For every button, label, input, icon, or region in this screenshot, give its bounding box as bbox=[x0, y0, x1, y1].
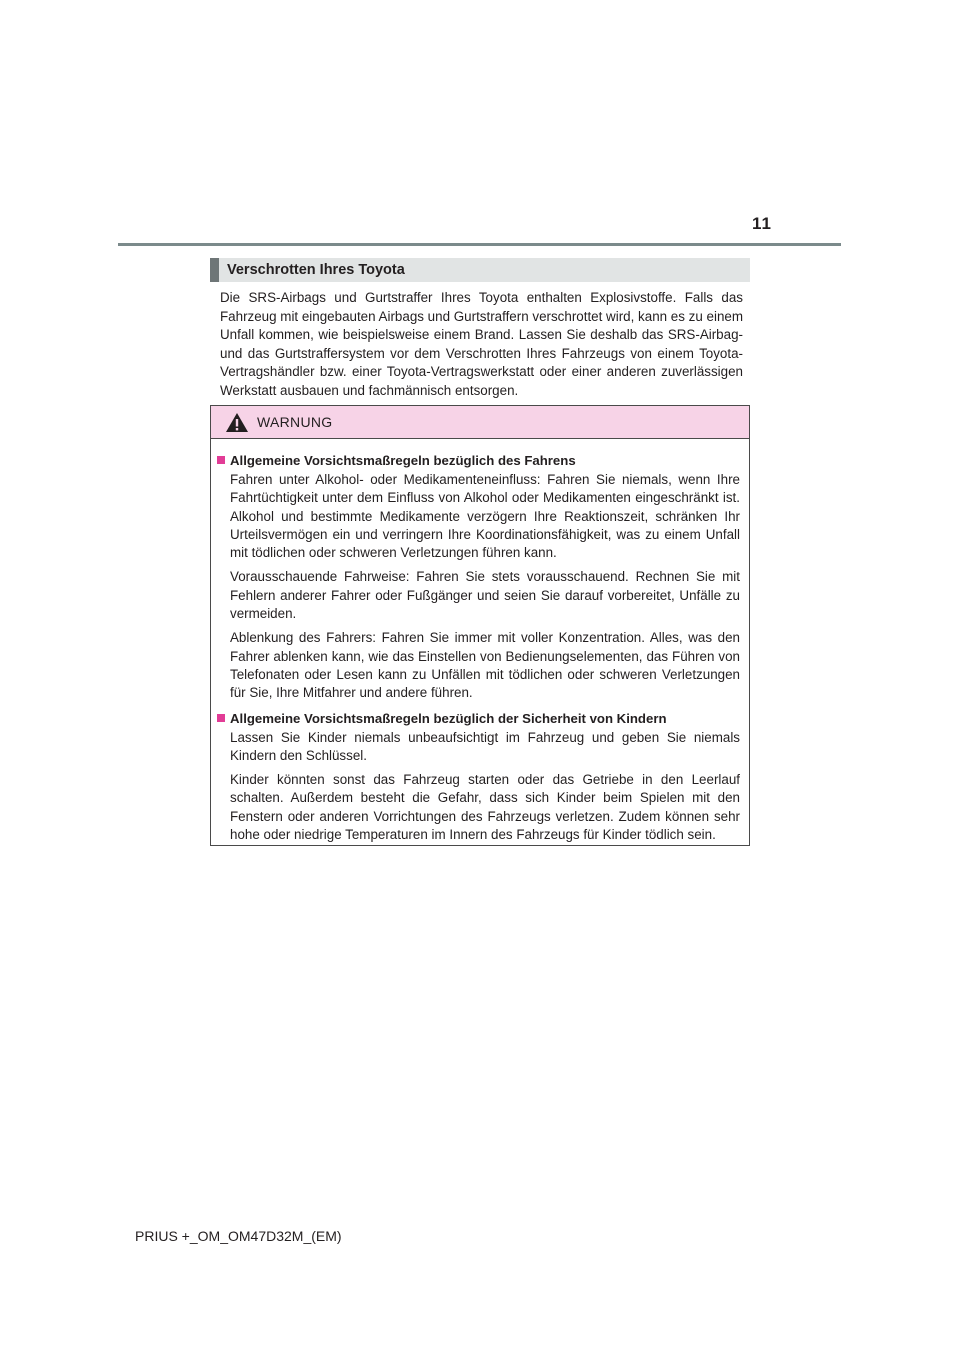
warning-body bbox=[211, 439, 749, 844]
warning-paragraph: Lassen Sie Kinder niemals unbeaufsichtigt im Fahrzeug und geben Sie niemals Kindern den Schlüssel. bbox=[230, 729, 740, 763]
bullet-square-icon bbox=[217, 714, 225, 722]
warning-paragraph: Kinder könnten sonst das Fahrzeug starten oder das Getriebe in den Leerlauf schalten. Außerdem besteht die Gefahr, dass sich Kinder beim Spielen mit den Fenstern oder anderen Vorrichtungen des Fahrzeugs verletzen. Zudem können sehr hohe oder niedrige Temperaturen im Innern des Fahrzeugs für Kinder tödlich sein. bbox=[230, 772, 740, 843]
warning-item-title bbox=[217, 709, 740, 728]
warning-header bbox=[211, 406, 749, 439]
warning-title: WARNUNG bbox=[257, 414, 333, 430]
intro-paragraph: Die SRS-Airbags und Gurtstraffer Ihres Toyota enthalten Explosivstoffe. Falls das Fahrzeug mit eingebauten Airbags und Gurtstraffern verschrottet wird, kann es zu einem Unfall kommen, wie beispielsweise einem Brand. Lassen Sie deshalb das SRS-Airbag- und das Gurtstraffersystem vor dem Verschrotten Ihres Fahrzeugs von einem Toyota-Vertragshändler bzw. einer Toyota-Vertragswerkstatt oder einer anderen zuverlässigen Werkstatt ausbauen und fachmännisch entsorgen. bbox=[220, 290, 744, 398]
warning-paragraph: Vorausschauende Fahrweise: Fahren Sie stets vorausschauend. Rechnen Sie mit Fehlern anderer Fahrer oder Fußgänger und seien Sie darauf vorbereitet, Unfälle zu vermeiden. bbox=[230, 569, 740, 622]
warning-triangle-icon bbox=[225, 412, 249, 433]
warning-item-title-text: Allgemeine Vorsichtsmaßregeln bezüglich der Sicherheit von Kindern bbox=[230, 710, 667, 726]
bullet-square-icon bbox=[217, 456, 225, 464]
page-number: 11 bbox=[752, 214, 772, 233]
warning-item-title bbox=[217, 451, 740, 470]
warning-paragraph: Fahren unter Alkohol- oder Medikamenteneinfluss: Fahren Sie niemals, wenn Ihre Fahrtüchtigkeit unter dem Einfluss von Alkohol oder Medikamenten eingeschränkt ist. Alkohol und bestimmte Medikamente verzögern Ihre Reaktionszeit, schränken Ihr Urteilsvermögen ein und verringern Ihre Koordinationsfähigkeit, was zu einem Unfall mit tödlichen oder schweren Verletzungen führen kann. bbox=[230, 472, 740, 561]
header-rule bbox=[118, 243, 841, 246]
warning-box bbox=[210, 405, 750, 846]
warning-paragraph: Ablenkung des Fahrers: Fahren Sie immer mit voller Konzentration. Alles, was den Fahrer ablenken kann, wie das Einstellen von Bedienungselementen, das Führen von Telefonaten oder Lesen kann zu Unfällen mit tödlichen oder schweren Verletzungen für Sie, Ihre Mitfahrer und andere führen. bbox=[230, 630, 740, 701]
warning-item-title-text: Allgemeine Vorsichtsmaßregeln bezüglich des Fahrens bbox=[230, 453, 576, 468]
footer-manual-code: PRIUS +_OM_OM47D32M_(EM) bbox=[135, 1228, 342, 1244]
section-heading: Verschrotten Ihres Toyota bbox=[210, 258, 750, 282]
